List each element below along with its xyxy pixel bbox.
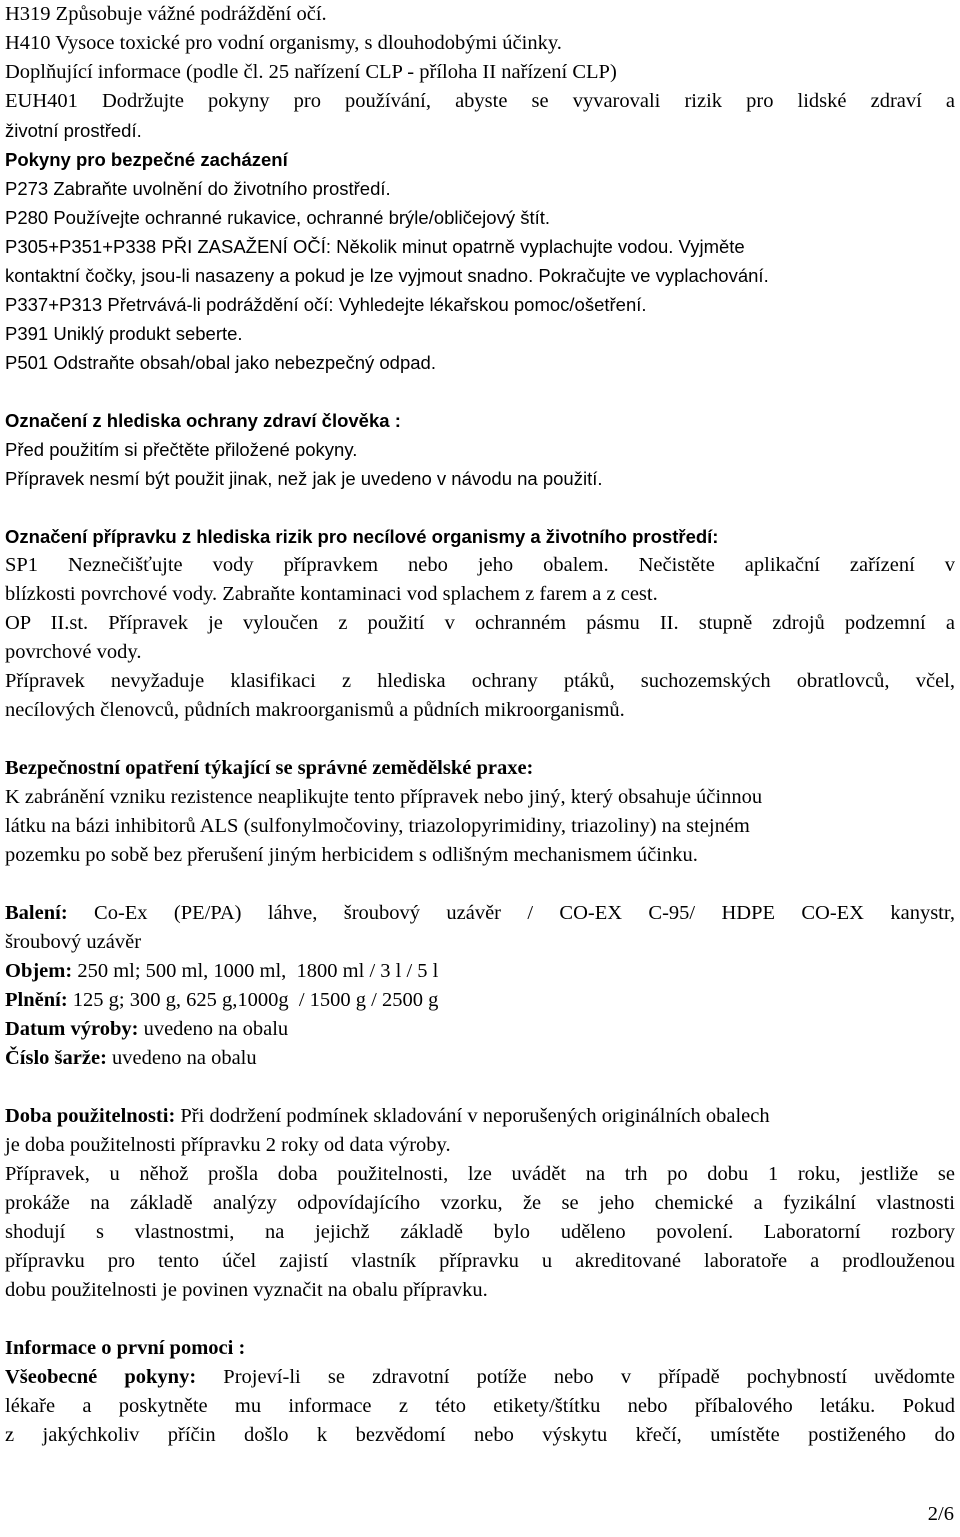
shelf-life-line2: je doba použitelnosti přípravku 2 roky od data výroby.	[5, 1134, 451, 1156]
precautionary-p280: P280 Používejte ochranné rukavice, ochranné brýle/obličejový štít.	[5, 207, 551, 228]
precautionary-p305-line2: kontaktní čočky, jsou-li nasazeny a pokud je lze vyjmout snadno. Pokračujte ve vyplachování.	[5, 265, 769, 286]
precautionary-heading: Pokyny pro bezpečné zacházení	[5, 149, 288, 170]
fill-row	[5, 986, 955, 1015]
op-line2: povrchové vody.	[5, 641, 142, 663]
document-page	[5, 0, 955, 1450]
shelf-life-p2-line4: přípravku pro tento účel zajistí vlastník přípravku u akreditované laboratoře a prodlouženou	[5, 1250, 955, 1272]
shelf-life-value: Při dodržení podmínek skladování v neporušených originálních obalech	[175, 1105, 770, 1127]
packaging-line1	[5, 899, 955, 928]
page-number: 2/6	[927, 1503, 954, 1525]
agri-practice-line3: pozemku po sobě bez přerušení jiným herbicidem s odlišným mechanismem účinku.	[5, 844, 698, 866]
packaging-line2: šroubový uzávěr	[5, 931, 142, 953]
nontarget-heading: Označení přípravku z hlediska rizik pro necílové organismy a životního prostředí:	[5, 526, 719, 547]
shelf-life-p2-line5: dobu použitelnosti je povinen vyznačit na obalu přípravku.	[5, 1279, 488, 1301]
human-health-line2: Přípravek nesmí být použit jinak, než jak je uvedeno v návodu na použití.	[5, 468, 603, 489]
precautionary-p305-line1: P305+P351+P338 PŘI ZASAŽENÍ OČÍ: Několik minut opatrně vyplachujte vodou. Vyjměte	[5, 236, 745, 257]
volume-value: 250 ml; 500 ml, 1000 ml, 1800 ml / 3 l / 5 l	[72, 960, 439, 982]
precautionary-p273: P273 Zabraňte uvolnění do životního prostředí.	[5, 178, 391, 199]
first-aid-general-line2: lékaře a poskytněte mu informace z této etikety/štítku nebo příbalového letáku. Pokud	[5, 1395, 955, 1417]
volume-label: Objem:	[5, 960, 73, 982]
agri-practice-line1: K zabránění vzniku rezistence neaplikujte tento přípravek nebo jiný, který obsahuje účinnou	[5, 786, 763, 808]
batch-value: uvedeno na obalu	[106, 1047, 257, 1069]
shelf-life-label: Doba použitelnosti:	[5, 1105, 176, 1127]
supplementary-info: Doplňující informace (podle čl. 25 nařízení CLP - příloha II nařízení CLP)	[5, 61, 617, 83]
op-line1: OP II.st. Přípravek je vyloučen z použití v ochranném pásmu II. stupně zdrojů podzemní a	[5, 612, 955, 634]
agri-practice-line2: látku na bázi inhibitorů ALS (sulfonylmočoviny, triazolopyrimidiny, triazoliny) na stejném	[5, 815, 750, 837]
first-aid-general-label: Všeobecné pokyny:	[5, 1366, 197, 1388]
hazard-statement-h410: H410 Vysoce toxické pro vodní organismy, s dlouhodobými účinky.	[5, 32, 562, 54]
human-health-line1: Před použitím si přečtěte přiložené pokyny.	[5, 439, 358, 460]
agri-practice-heading: Bezpečnostní opatření týkající se správné zemědělské praxe:	[5, 757, 534, 779]
fill-label: Plnění:	[5, 989, 68, 1011]
classification-line2: necílových členovců, půdních makroorganismů a půdních mikroorganismů.	[5, 699, 625, 721]
hazard-statement-h319: H319 Způsobuje vážné podráždění očí.	[5, 3, 327, 25]
first-aid-general-line1	[5, 1363, 955, 1392]
first-aid-heading: Informace o první pomoci :	[5, 1337, 246, 1359]
batch-row	[5, 1044, 955, 1073]
shelf-life-p2-line1: Přípravek, u něhož prošla doba použitelnosti, lze uvádět na trh po dobu 1 roku, jestliže se	[5, 1163, 955, 1185]
first-aid-general-line3: z jakýchkoliv příčin došlo k bezvědomí nebo výskytu křečí, umístěte postiženého do	[5, 1424, 955, 1446]
fill-value: 125 g; 300 g, 625 g,1000g / 1500 g / 2500 g	[67, 989, 439, 1011]
classification-line1: Přípravek nevyžaduje klasifikaci z hlediska ochrany ptáků, suchozemských obratlovců, včel,	[5, 670, 955, 692]
first-aid-general-value: Projeví-li se zdravotní potíže nebo v případě pochybností uvědomte	[196, 1366, 955, 1388]
sp1-line2: blízkosti povrchové vody. Zabraňte kontaminaci vod splachem z farem a z cest.	[5, 583, 658, 605]
euh401-statement-line1: EUH401 Dodržujte pokyny pro používání, abyste se vyvarovali rizik pro lidské zdraví a	[5, 90, 955, 112]
precautionary-p501: P501 Odstraňte obsah/obal jako nebezpečný odpad.	[5, 352, 436, 373]
packaging-value: Co-Ex (PE/PA) láhve, šroubový uzávěr / CO-EX C-95/ HDPE CO-EX kanystr,	[67, 902, 955, 924]
packaging-label: Balení:	[5, 902, 68, 924]
precautionary-p337: P337+P313 Přetrvává-li podráždění očí: Vyhledejte lékařskou pomoc/ošetření.	[5, 294, 647, 315]
production-date-value: uvedeno na obalu	[138, 1018, 289, 1040]
shelf-life-p2-line3: shodují s vlastnostmi, na jejichž základě bylo uděleno povolení. Laboratorní rozbory	[5, 1221, 955, 1243]
euh401-statement-line2: životní prostředí.	[5, 120, 142, 141]
human-health-heading: Označení z hlediska ochrany zdraví člověka :	[5, 410, 401, 431]
batch-label: Číslo šarže:	[5, 1047, 107, 1069]
shelf-life-p2-line2: prokáže na základě analýzy odpovídajícího vzorku, že se jeho chemické a fyzikální vlastnosti	[5, 1192, 955, 1214]
volume-row	[5, 957, 955, 986]
production-date-row	[5, 1015, 955, 1044]
production-date-label: Datum výroby:	[5, 1018, 139, 1040]
precautionary-p391: P391 Uniklý produkt seberte.	[5, 323, 243, 344]
shelf-life-line1	[5, 1102, 955, 1131]
sp1-line1: SP1 Neznečišťujte vody přípravkem nebo jeho obalem. Nečistěte aplikační zařízení v	[5, 554, 955, 576]
